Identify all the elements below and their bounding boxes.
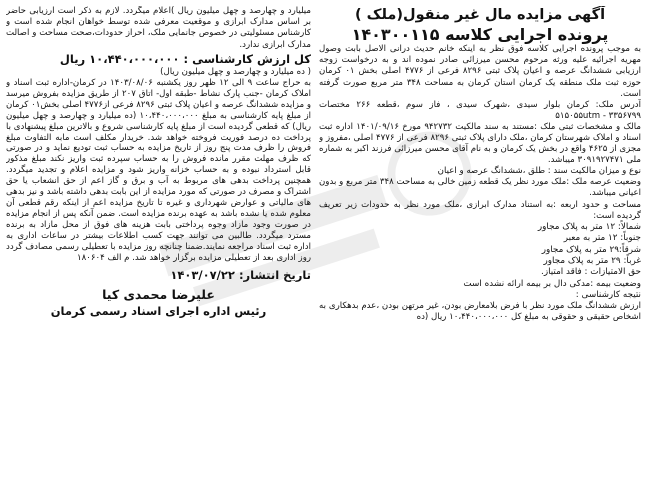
ownership-type: نوع و میزان مالکیت سند : طلق ،ششدانگ عرصه و اعیان (437, 166, 641, 177)
property-address: آدرس ملک: کرمان بلوار سیدی ،شهرک سیدی ، فاز سوم ،قطعه ۲۶۶ مختصات ۵۱۵۰۵۵utm - ۳۳۵۶۷۹۹ (319, 100, 641, 122)
result-paragraph: ارزش ششدانگ ملک مورد نظر با فرض بلامعارض بودن، غیر مرتهن بودن ،عدم بدهکاری به اشخاص حقیقی و حقوقی به مبلغ کل ۱۰،۴۴۰،۰۰۰،۰۰۰ ریال (ده (319, 301, 641, 323)
insurance-status: وضعیت بیمه :مدکی دال بر بیمه ارائه نشده است (463, 278, 641, 289)
result-heading: نتیجه کارشناسی : (575, 289, 641, 300)
left-column (6, 6, 311, 475)
intro-paragraph: به موجب پرونده اجرایی کلاسه فوق نظر به اینکه خانم حدیث درانی الاصل بابت وصول مهریه اجرائیه علیه ورثه مرحوم محسن میرزائی صادر نموده اند و به درخواست زوجه ارزیابی ششدانگ عرصه و اعیان پلاک ثبتی ۸۲۹۶ فرعی از ۴۷۷۶ اصلی بخش ۰۱ کرمان حوزه ثبت ملک منطقه یک کرمان استان کرمان به مساحت ۳۴۸ متر مربع صورت گرفته است. (319, 44, 641, 99)
boundaries-intro: مساحت و حدود اربعه :به استناد مدارک ابرازی ،ملک مورد نظر به حدودات زیر تعریف گردیده است: (319, 199, 641, 221)
land-status: وضعیت عرصه ملک :ملک مورد نظر یک قطعه زمین خالی به مساحت ۳۴۸ متر مربع و بدون اعیانی میباشد. (319, 177, 641, 199)
utility-rights: حق الامتیازات : فاقد امتیاز. (541, 267, 641, 278)
case-number-title: پرونده اجرایی کلاسه ۱۴۰۳۰۰۱۱۵ (351, 25, 609, 44)
disclaimer-paragraph: میلیارد و چهارصد و چهل میلیون ریال )اعلام میگردد. لازم به ذکر است ارزیابی حاضر بر اساس مدارک ابرازی و موقعیت معرفی شده توسط خواهان انجام شده است و کارشناس مسئولیتی در خصوص جانمایی ملک، احراز حدودات،صحت مساحت و اصالت مدارک ابرازی ندارد. (6, 6, 311, 50)
boundary-south: جنوباً: ۱۲ متر به معبر (563, 233, 641, 244)
publish-date-label: تاریخ انتشار: (238, 268, 311, 283)
auction-terms-paragraph: به حراج ساعت ۹ الی ۱۲ ظهر روز یکشنبه ۱۴۰۳/۰۸/۰۶ در کرمان-اداره ثبت اسناد و املاک کرمان -جنب پارک نشاط -طبقه اول- اتاق ۲۰۷ از طریق مزایده بفروش میرسد و مزایده ششدانگ عرصه و اعیان پلاک ثبتی ۸۲۹۶ فرعی از۴۷۷۶ اصلی بخش۰۱ کرمان از مبلغ پایه کارشناسی به مبلغ ۱۰،۴۴۰،۰۰۰،۰۰۰ (ده میلیارد و چهارصد و چهل میلیون ریال) که قطعی گردیده است از مبلغ پایه کارشناسی شروع و بالاترین مبلغ پیشنهادی با پرداخت ده درصد فوریت فروخته خواهد شد. خریدار مکلف است مابه التفاوت مبلغ فروش را ظرف مدت پنج روز از تاریخ مزایده به حساب ثبت تودیع نماید و در صورتی که ظرف مهلت مقرر مانده فروش را به حساب سپرده ثبت واریز نکند مبلغ مذکور قابل استرداد نبوده و به حساب خزانه واریز شود و مزایده اعلام و تجدید میگردد. همچنین پرداخت بدهی های مربوط به آب و برق و گاز اعم از حق انشعاب یا حق اشتراک و مصرف در صورتی که مورد مزایده از این بابت بدهی داشته باشد و نیز بدهی های مالیاتی و عوارض شهرداری و غیره تا تاریخ مزایده اعم از اینکه رقم قطعی آن معلوم شده یا نشده باشد به عهده برنده مزایده است. ضمن آنکه پس از انجام مزایده در صورت وجود مازاد وجوه پرداختی بابت هزینه های فوق از محل مازاد به برنده مسترد میگردد. طالبین می توانند جهت کسب اطلاعات بیشتر در ساعات اداری به اداره ثبت اسناد مراجعه نمایند.ضمنا چنانچه روز مزایده با تعطیلی رسمی مصادف گردد روز اداری بعد از تعطیلی مزایده برگزار خواهد شد. م الف ۱۸۰۶۰۴ (6, 78, 311, 263)
boundary-west: غرباً: ۲۹ متر به پلاک مجاور (543, 255, 641, 266)
boundary-east: شرقاً:۲۹ متر به پلاک مجاور (541, 244, 641, 255)
right-column (319, 6, 641, 475)
signatory-title: رئیس اداره اجرای اسناد رسمی کرمان (50, 304, 267, 319)
appraisal-value-heading: کل ارزش کارشناسی : ۱۰،۴۴۰،۰۰۰،۰۰۰ ریال (59, 51, 311, 66)
signatory-name: علیرضا محمدی کیا (102, 287, 215, 303)
owner-registration: مالک و مشخصات ثبتی ملک :مستند به سند مالکیت ۹۴۲۷۳۲ مورخ ۱۴۰۱/۰۹/۱۶ اداره ثبت اسناد و املاک شهرستان کرمان ،ملک دارای پلاک ثبتی ۸۲۹۶ فرعی از ۴۷۷۶ اصلی ،مفروز و مجزی از ۴۶۲۵ واقع در بخش یک کرمان و به نام آقای محسن میرزائی فرزند اکبر به شماره ملی ۳۰۹۱۹۲۷۴۷۱ میباشد. (319, 122, 641, 166)
appraisal-value-words: ( ده میلیارد و چهارصد و چهل میلیون ریال) (160, 66, 311, 77)
publish-date-value: ۱۴۰۳/۰۷/۲۲ (170, 268, 235, 283)
publish-date (6, 268, 311, 282)
notice-title: آگهی مزایده مال غیر منقول(ملک ) (354, 7, 606, 23)
boundary-north: شمالاً: ۱۲ متر به پلاک مجاور (537, 222, 641, 233)
